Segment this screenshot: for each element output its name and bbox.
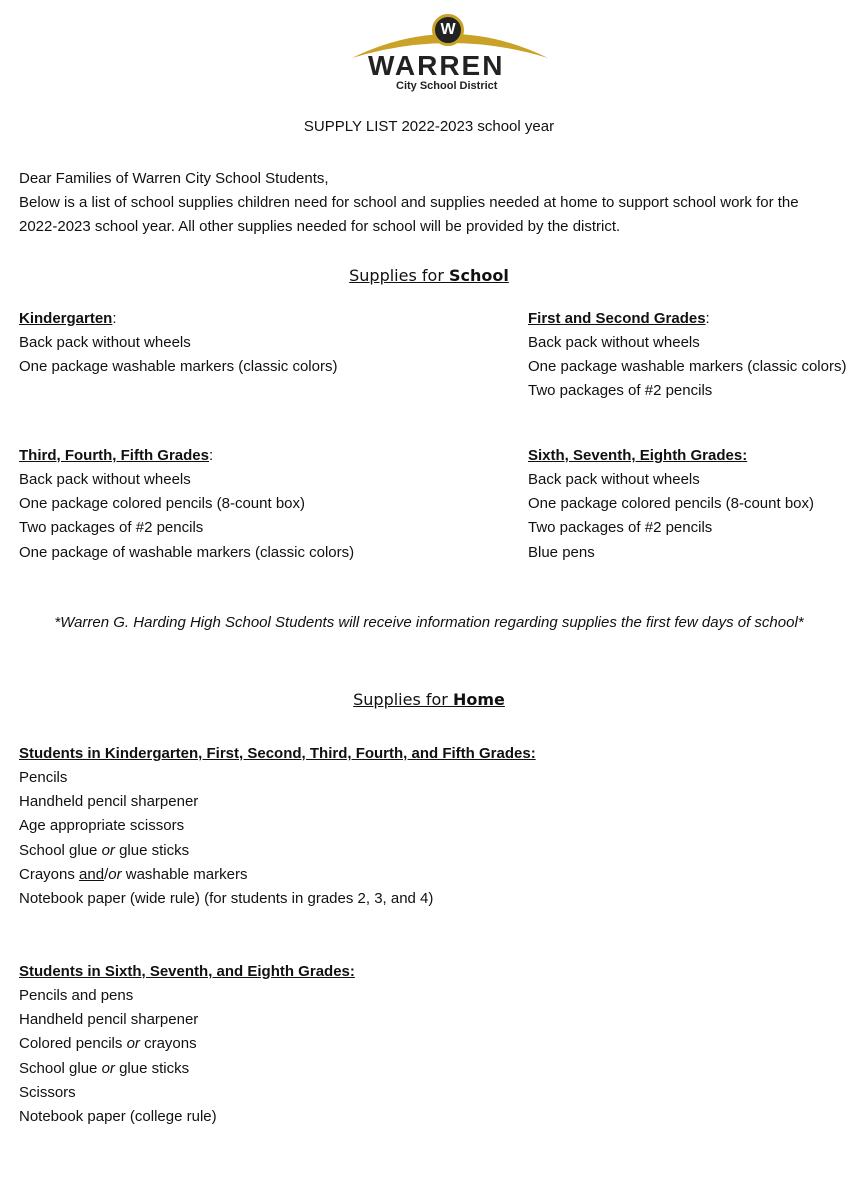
list-item: One package washable markers (classic colors) [528,358,847,376]
list-item: Handheld pencil sharpener [19,1011,199,1029]
list-item: One package colored pencils (8-count box) [528,495,814,513]
list-item: Notebook paper (college rule) [19,1108,217,1126]
item-or: or [101,841,115,859]
list-item: Back pack without wheels [528,334,700,351]
home-68-group [19,960,355,1129]
item-text: Colored pencils [19,1035,127,1053]
logo-emblem [432,14,464,46]
list-item: Age appropriate scissors [19,817,185,835]
home-68-heading: Students in Sixth, Seventh, and Eighth Grades: [19,963,355,980]
sixth-eighth-group [528,444,814,565]
list-item: Two packages of #2 pencils [528,382,713,400]
kindergarten-group [19,307,337,379]
intro-line-1: Below is a list of school supplies children need for school and supplies needed at home to support school work for the [19,194,799,211]
list-item: Pencils [19,769,68,786]
item-text: School glue [19,1059,102,1077]
list-item [19,839,536,863]
logo-subtitle: City School District [396,80,498,92]
list-item: Back pack without wheels [19,334,191,351]
item-text: crayons [139,1035,197,1053]
home-section-bold: Home [452,690,505,709]
greeting: Dear Families of Warren City School Students, [19,170,329,187]
list-item: Scissors [19,1083,76,1101]
list-item: Blue pens [528,543,595,561]
item-text: glue sticks [114,841,190,859]
list-item: One package colored pencils (8-count box) [19,495,305,513]
list-item: Two packages of #2 pencils [528,519,713,537]
first-second-heading: First and Second Grades [528,310,706,327]
item-or: or [126,1035,140,1053]
item-or: or [108,865,122,883]
list-item [19,863,536,887]
third-fifth-heading: Third, Fourth, Fifth Grades [19,447,209,464]
school-section-heading [0,266,858,285]
kindergarten-heading-suffix: : [112,310,117,327]
intro-line-2: 2022-2023 school year. All other supplies needed for school will be provided by the district. [19,218,621,235]
item-and: and [79,865,105,883]
home-section-heading [0,690,858,709]
list-item: One package of washable markers (classic colors) [19,543,355,561]
list-item [19,1032,355,1056]
list-item: Two packages of #2 pencils [19,519,204,537]
third-fifth-heading-suffix: : [209,447,214,464]
high-school-note: *Warren G. Harding High School Students will receive information regarding supplies the first few days of school* [54,614,804,631]
home-k5-group [19,742,536,911]
list-item: One package washable markers (classic colors) [19,358,338,376]
list-item: Handheld pencil sharpener [19,793,199,811]
list-item: Back pack without wheels [528,471,700,488]
list-item [19,1057,355,1081]
list-item: Notebook paper (wide rule) (for students in grades 2, 3, and 4) [19,890,434,908]
first-second-heading-suffix: : [705,310,710,327]
home-section-prefix: Supplies for [353,690,453,709]
list-item: Back pack without wheels [19,471,191,488]
logo-emblem-letter: W [440,21,456,38]
item-text: glue sticks [114,1059,190,1077]
page-title: SUPPLY LIST 2022-2023 school year [303,118,555,135]
list-item: Pencils and pens [19,987,134,1004]
school-section-bold: School [448,266,509,285]
logo-wordmark: WARREN [368,50,505,81]
sixth-eighth-heading: Sixth, Seventh, Eighth Grades: [528,447,748,464]
item-or: or [101,1059,115,1077]
item-text: washable markers [121,865,248,883]
item-slash: / [104,865,109,883]
school-section-prefix: Supplies for [349,266,449,285]
kindergarten-heading: Kindergarten [19,310,113,327]
item-text: School glue [19,841,102,859]
item-text: Crayons [19,865,80,883]
first-second-group [528,307,846,404]
third-fifth-group [19,444,354,565]
home-k5-heading: Students in Kindergarten, First, Second, Third, Fourth, and Fifth Grades: [19,745,536,762]
